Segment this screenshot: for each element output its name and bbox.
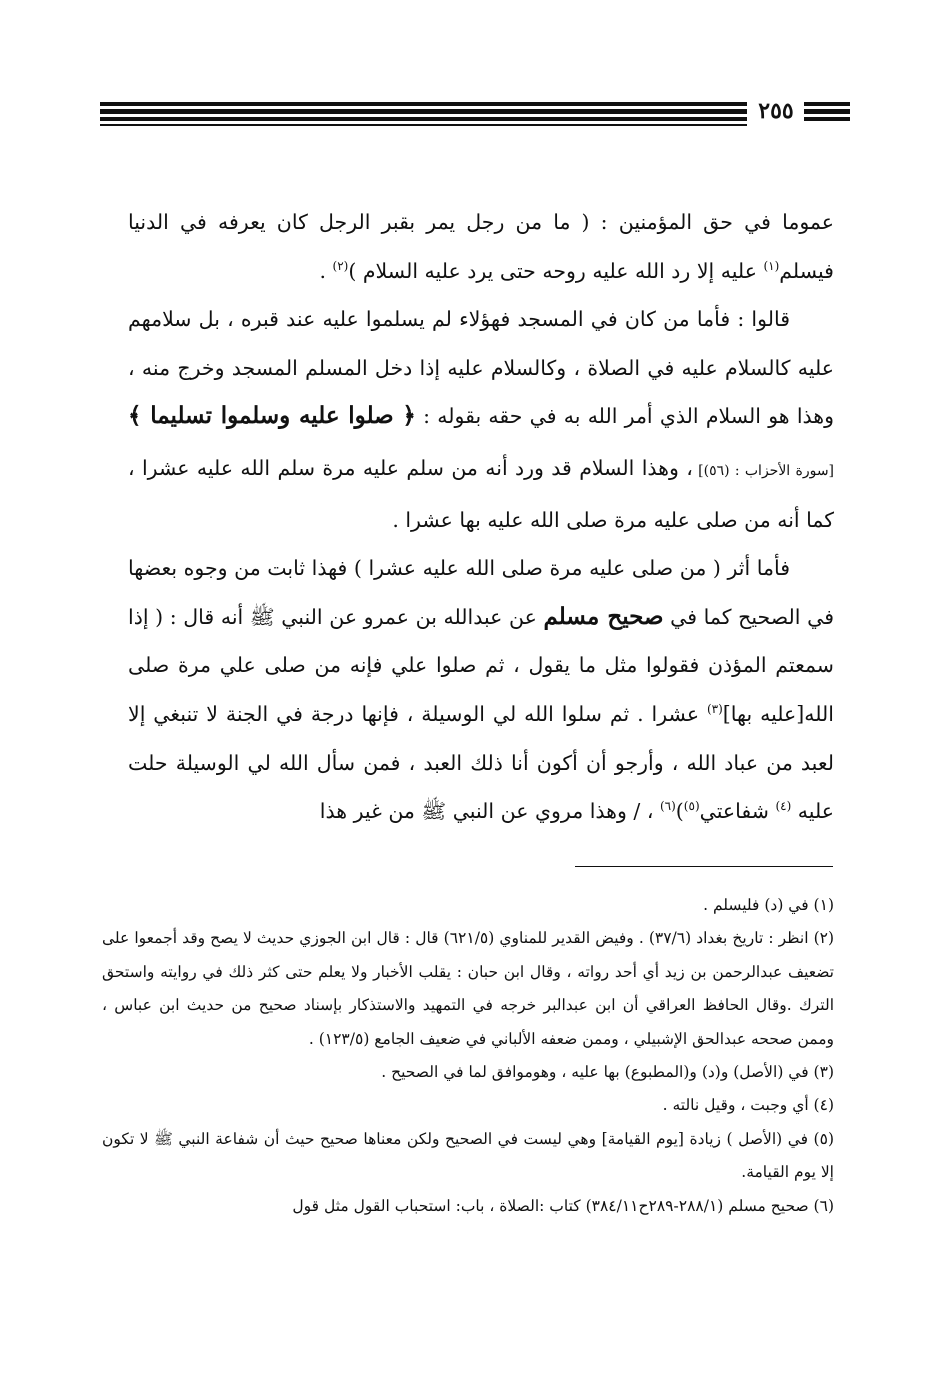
footnote-ref-3[interactable]: (٣) bbox=[706, 702, 723, 717]
footnote-4: (٤) أي وجبت ، وقيل نالته . bbox=[662, 1096, 834, 1115]
footnote-1: (١) في (د) فليسلم . bbox=[703, 896, 834, 914]
footnote-2: (٢) انظر : تاريخ بغداد (٣٧/٦) . وفيض القدير للمناوي (٦٢١/٥) قال : قال ابن الجوزي حديث لا يصح وقد أجمعوا على تضعيف عبدالرحمن بن زيد أي أحد رواته ، وقال ابن حبان : يقلب الأخبار ولا يعلم حتى كثر ذلك في روايته واستحق الترك .وقال الحافظ العراقي أن ابن عبدالبر خرجه في التمهيد والاستذكار بإسناد صحيح من حديث ابن عباس ، وممن صححه عبدالحق الإشبيلي ، وممن ضعفه الألباني في ضعيف الجامع (١٢٣/٥) . bbox=[102, 929, 835, 1048]
book-title: صحيح مسلم bbox=[543, 602, 664, 630]
text-run: . bbox=[319, 258, 333, 283]
quran-verse: ﴿ صلوا عليه وسلموا تسليما ﴾ bbox=[128, 402, 416, 430]
text-run: ، / وهذا مروي عن النبي ﷺ من غير هذا bbox=[319, 799, 660, 824]
footnote-5: (٥) في (الأصل ) زيادة [يوم القيامة] وهي ليست في الصحيح ولكن معناها صحيح حيث أن شفاعة النبي ﷺ لا تكون إلا يوم القيامة. bbox=[102, 1129, 834, 1182]
footnote-ref-6[interactable]: (٦) bbox=[659, 799, 676, 814]
footnote-6: (٦) صحيح مسلم (٢٨٨/١-٢٨٩ح٣٨٤/١١) كتاب :الصلاة ، باب: استحباب القول مثل قول bbox=[292, 1196, 834, 1215]
footnote-ref-4[interactable]: (٤) bbox=[775, 799, 792, 814]
text-run: ، وهذا السلام قد ورد أنه من سلم عليه مرة سلم الله عليه عشرا ، كما أنه من صلى عليه مرة صلى الله عليه بها عشرا . bbox=[128, 455, 834, 532]
sura-reference: [سورة الأحزاب : (٥٦)] bbox=[692, 462, 835, 479]
footnote-ref-5[interactable]: (٥) bbox=[683, 799, 700, 814]
main-text bbox=[128, 198, 834, 836]
text-run: عشرا . ثم سلوا الله لي الوسيلة ، فإنها درجة في الجنة لا تنبغي إلا لعبد من عباد الله ، وأرجو أن أكون أنا ذلك العبد ، فمن سأل الله لي الوسيلة حلت عليه bbox=[128, 701, 834, 824]
footnote-ref-2[interactable]: (٢) bbox=[332, 258, 349, 273]
text-run: عموما في حق المؤمنين : ( ما من رجل يمر بقبر الرجل كان يعرفه في الدنيا فيسلم bbox=[128, 210, 834, 283]
paragraph-1 bbox=[128, 198, 834, 295]
text-run: قالوا : فأما من كان في المسجد فهؤلاء لم يسلموا عليه عند قبره ، بل سلامهم عليه كالسلام عليه في الصلاة ، وكالسلام عليه إذا دخل المسلم المسجد وخرج منه ، وهذا هو السلام الذي أمر الله به في حقه بقوله : bbox=[128, 307, 834, 429]
header-rule-left bbox=[100, 102, 747, 129]
page-number: ٢٥٥ bbox=[758, 98, 794, 124]
footnote-ref-1[interactable]: (١) bbox=[763, 258, 780, 273]
page-header bbox=[100, 96, 850, 136]
paragraph-3 bbox=[128, 544, 834, 836]
text-run: شفاعتي bbox=[699, 799, 776, 824]
header-rule-right bbox=[804, 102, 850, 124]
paragraph-2 bbox=[128, 295, 834, 544]
footnote-separator bbox=[575, 866, 833, 867]
footnotes bbox=[102, 889, 834, 1223]
text-run: ) bbox=[675, 799, 684, 824]
text-run: عن عبدالله بن عمرو عن النبي ﷺ أنه قال : ( إذا سمعتم المؤذن فقولوا مثل ما يقول ، ثم صلوا علي فإنه من صلى علي مرة صلى الله[عليه بها] bbox=[128, 604, 834, 726]
text-run: عليه إلا رد الله عليه روحه حتى يرد عليه السلام ) bbox=[348, 258, 764, 283]
footnote-3: (٣) في (الأصل) و(د) و(المطبوع) بها عليه ، وهوموافق لما في الصحيح . bbox=[381, 1063, 834, 1082]
text-run: فأما أثر ( من صلى عليه مرة صلى الله عليه عشرا ) فهذا ثابت من وجوه بعضها في الصحيح كما في bbox=[128, 556, 834, 629]
